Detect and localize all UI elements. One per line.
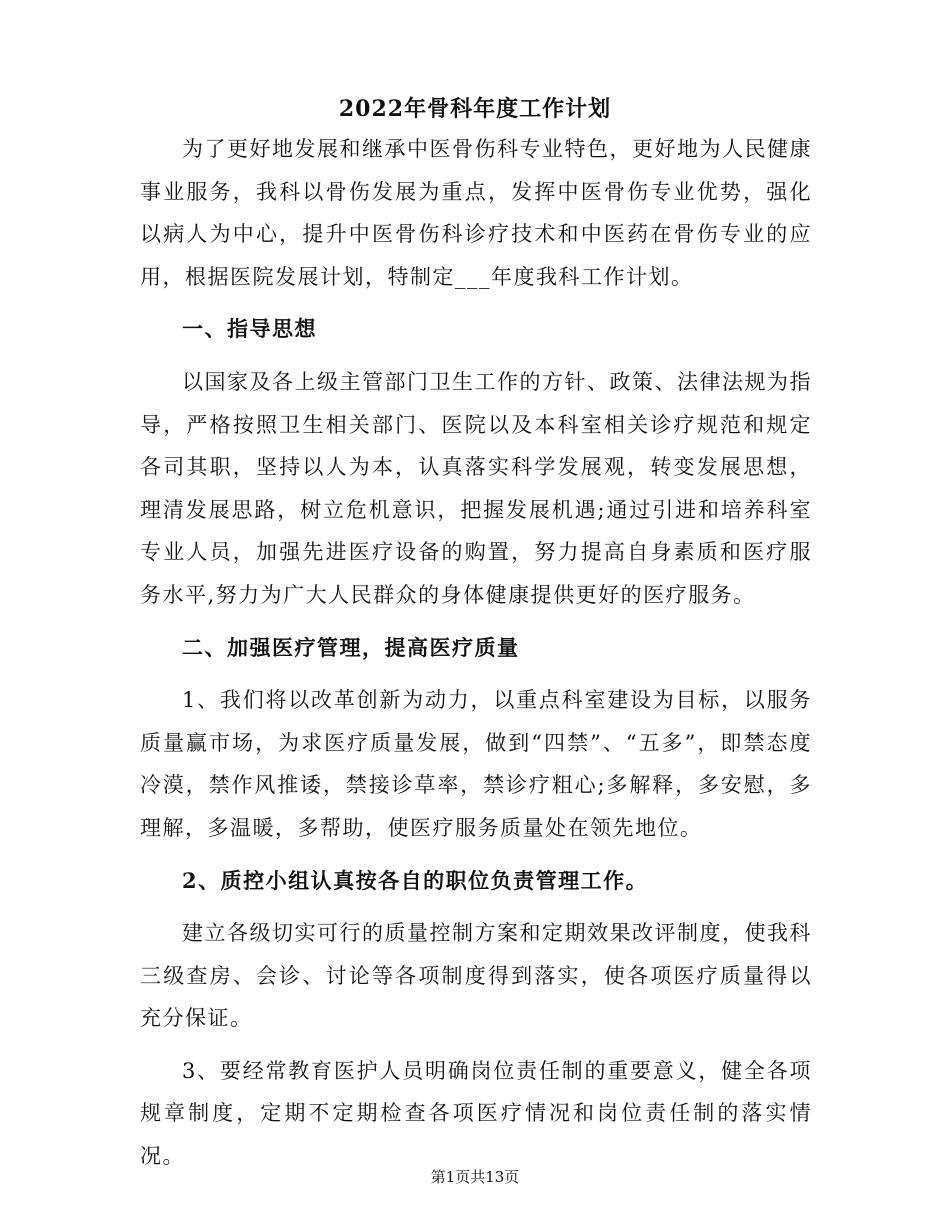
heading-guiding-ideology: 一、指导思想 [182,316,317,342]
paragraph-item-3: 3、要经常教育医护人员明确岗位责任制的重要意义，健全各项规章制度，定期不定期检查各项医疗情况和岗位责任制的落实情况。 [140,1058,812,1169]
page-number-footer: 第1页共13页 [430,1168,520,1186]
paragraph-intro: 为了更好地发展和继承中医骨伤科专业特色，更好地为人民健康事业服务，我科以骨伤发展为重点，发挥中医骨伤专业优势，强化以病人为中心，提升中医骨伤科诊疗技术和中医药在骨伤专业的应用，根据医院发展计划，特制定___年度我科工作计划。 [140,137,812,289]
paragraph-quality-control: 建立各级切实可行的质量控制方案和定期效果改评制度，使我科三级查房、会诊、讨论等各项制度得到落实，使各项医疗质量得以充分保证。 [140,921,812,1031]
paragraph-guiding-ideology: 以国家及各上级主管部门卫生工作的方针、政策、法律法规为指导，严格按照卫生相关部门、医院以及本科室相关诊疗规范和规定各司其职，坚持以人为本，认真落实科学发展观，转变发展思想，理清发展思路，树立危机意识，把握发展机遇;通过引进和培养科室专业人员，加强先进医疗设备的购置，努力提高自身素质和医疗服务水平,努力为广大人民群众的身体健康提供更好的医疗服务。 [140,369,812,607]
document-title: 2022年骨科年度工作计划 [338,96,612,122]
heading-medical-management: 二、加强医疗管理，提高医疗质量 [182,634,520,660]
document-body [140,128,812,1178]
heading-item-2: 2、质控小组认真按各自的职位负责管理工作。 [182,867,649,893]
paragraph-item-1: 1、我们将以改革创新为动力，以重点科室建设为目标，以服务质量赢市场，为求医疗质量发展，做到“四禁”、“五多”，即禁态度冷漠，禁作风推诿，禁接诊草率，禁诊疗粗心;多解释，多安慰，多理解，多温暖，多帮助，使医疗服务质量处在领先地位。 [140,688,812,840]
